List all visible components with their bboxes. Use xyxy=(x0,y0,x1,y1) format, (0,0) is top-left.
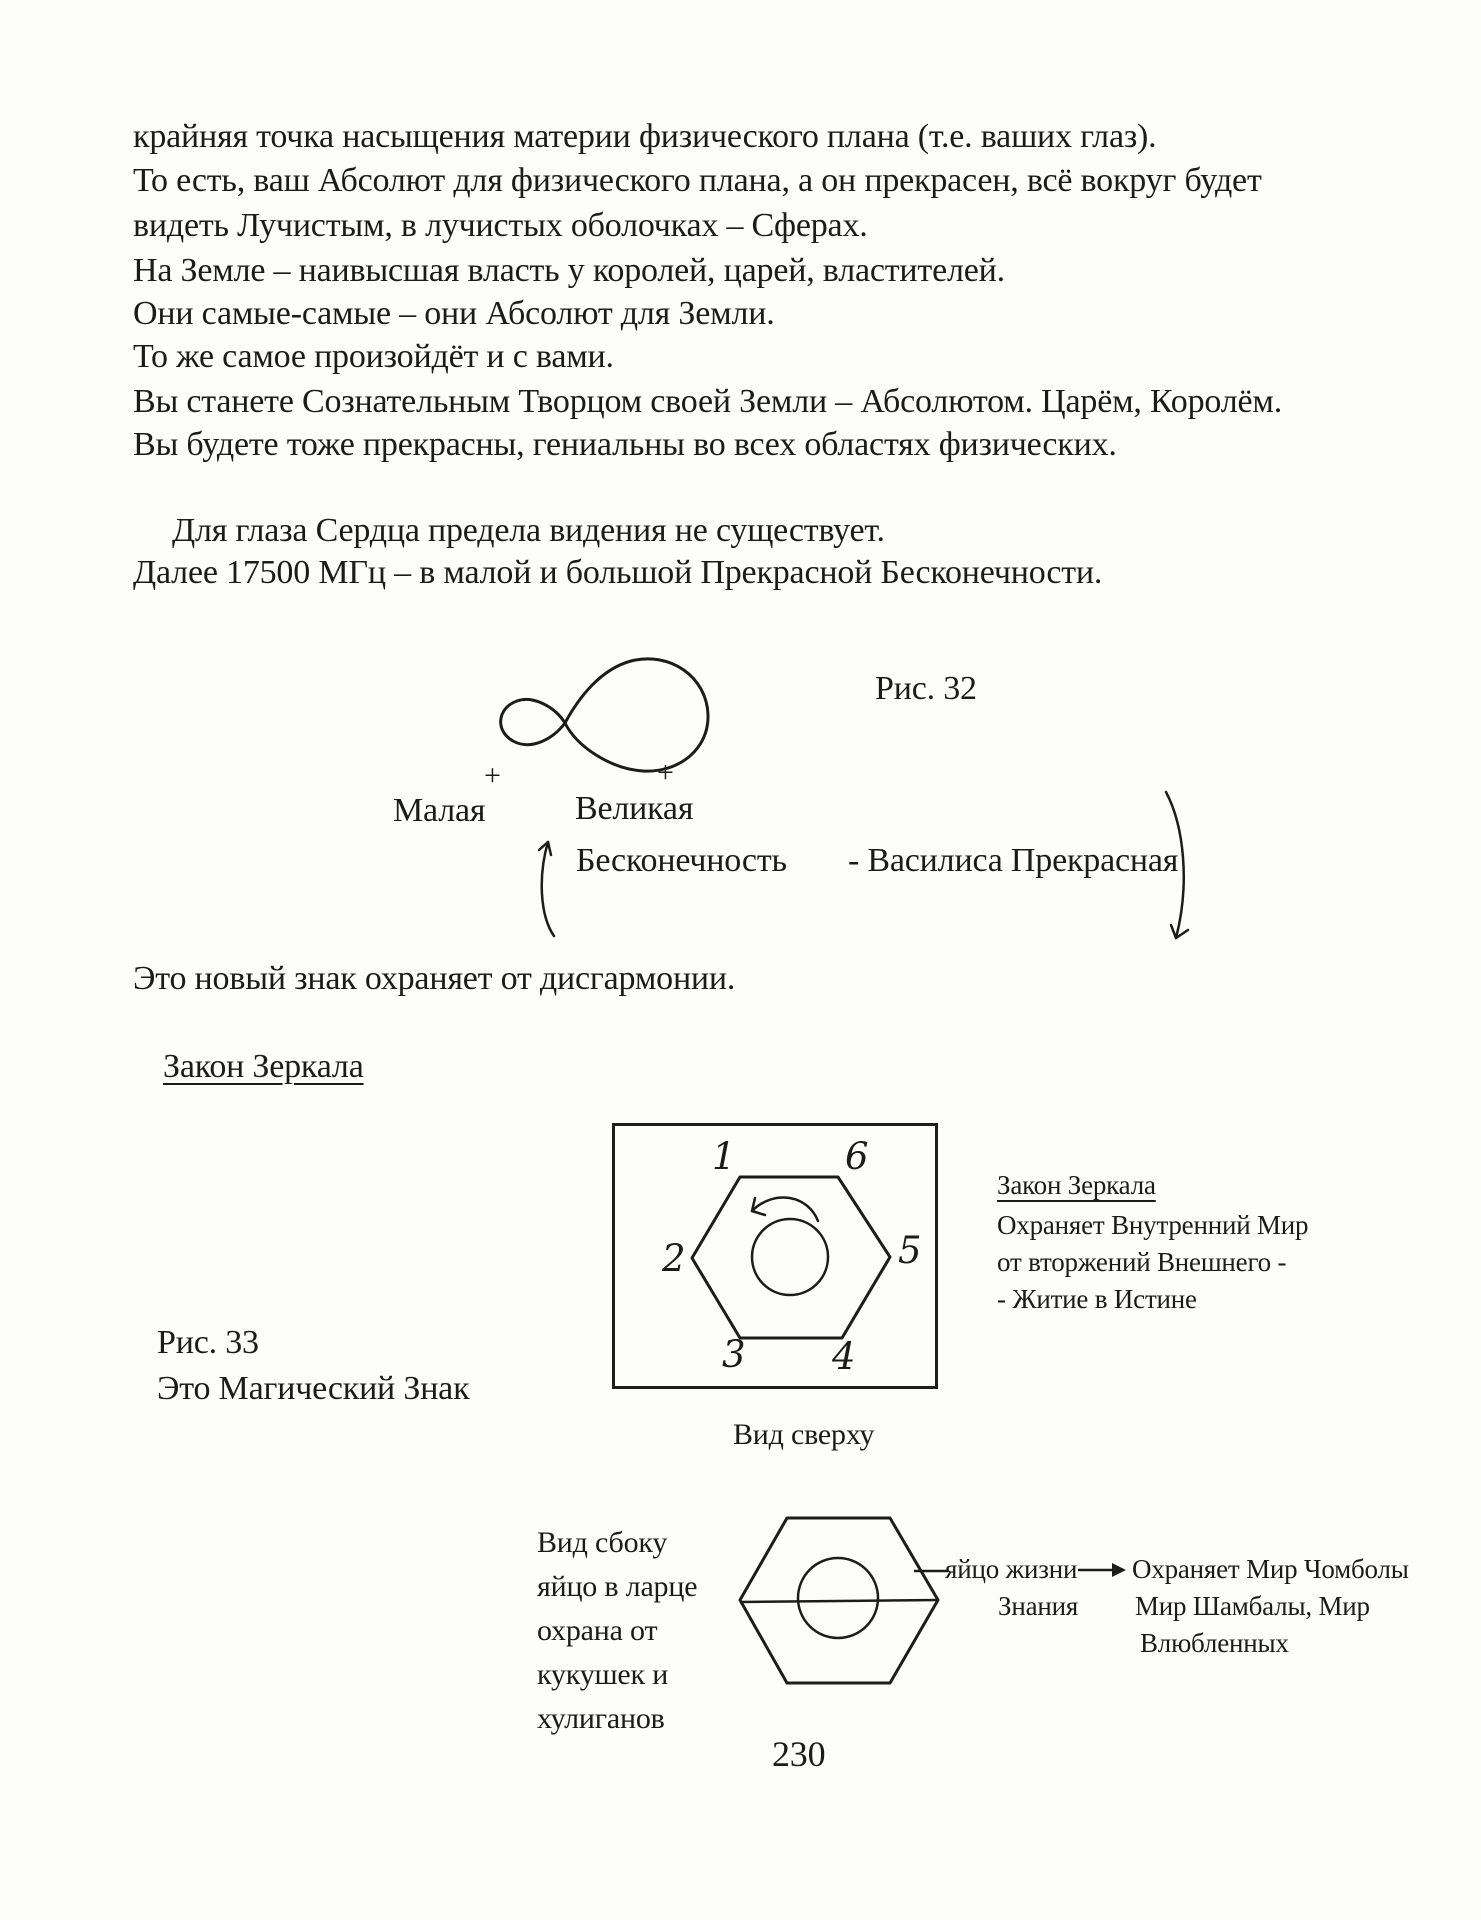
figure32-label-great: Великая xyxy=(575,790,694,827)
paragraph1-line: видеть Лучистым, в лучистых оболочках – Сферах. xyxy=(133,207,868,244)
paragraph1-line: На Земле – наивысшая власть у королей, царей, властителей. xyxy=(133,252,1005,289)
law-line: от вторжений Внешнего - xyxy=(997,1247,1287,1277)
paragraph1-line: Вы станете Сознательным Творцом своей Земли – Абсолютом. Царём, Королём. xyxy=(133,383,1283,420)
plus-mark-icon: + xyxy=(657,756,674,789)
side-view-left-line: яйцо в ларце xyxy=(537,1570,698,1603)
side-view-left-line: Вид сбоку xyxy=(537,1526,668,1559)
figure33-caption: Рис. 33 xyxy=(157,1324,259,1361)
note-sentence: Это новый знак охраняет от дисгармонии. xyxy=(133,960,736,997)
egg-of-life-label: яйцо жизни xyxy=(945,1554,1078,1584)
side-view-right-line: Мир Шамбалы, Мир xyxy=(1135,1591,1370,1621)
figure33-hexagon-top-view xyxy=(612,1123,932,1383)
side-view-left-line: хулиганов xyxy=(537,1702,665,1735)
right-arrow-icon xyxy=(1078,1560,1126,1580)
paragraph1-line: Вы будете тоже прекрасны, гениальны во всех областях физических. xyxy=(133,426,1117,463)
curved-arrow-down-icon xyxy=(1156,786,1196,956)
hexagon-vertex-number: 1 xyxy=(712,1135,736,1178)
page-number: 230 xyxy=(772,1734,826,1774)
figure32-caption: Рис. 32 xyxy=(875,670,977,707)
figure33-hexagon-side-view xyxy=(710,1505,965,1695)
paragraph1-line: Они самые-самые – они Абсолют для Земли. xyxy=(133,295,775,332)
top-view-label: Вид сверху xyxy=(733,1418,875,1451)
figure32-lemniscate-drawing xyxy=(465,633,725,791)
paragraph2-line: Для глаза Сердца предела видения не существует. xyxy=(172,512,885,549)
law-line: Охраняет Внутренний Мир xyxy=(997,1210,1309,1240)
hexagon-vertex-number: 3 xyxy=(722,1333,746,1376)
section-heading: Закон Зеркала xyxy=(163,1048,364,1085)
law-title: Закон Зеркала xyxy=(997,1170,1156,1200)
hexagon-vertex-number: 2 xyxy=(662,1237,686,1280)
hexagon-vertex-number: 6 xyxy=(845,1135,869,1178)
hexagon-vertex-number: 4 xyxy=(832,1335,856,1378)
side-view-right-line: Влюбленных xyxy=(1140,1628,1289,1658)
hexagon-vertex-number: 5 xyxy=(898,1229,922,1272)
figure32-label-infinity: Бесконечность xyxy=(576,842,787,879)
law-line: - Житие в Истине xyxy=(997,1284,1197,1314)
figure33-caption2: Это Магический Знак xyxy=(157,1370,470,1407)
paragraph2-line: Далее 17500 МГц – в малой и большой Прекрасной Бесконечности. xyxy=(133,554,1103,591)
figure32-label-vasilisa: - Василиса Прекрасная xyxy=(848,842,1179,879)
side-view-left-line: охрана от xyxy=(537,1614,658,1647)
plus-mark-icon: + xyxy=(484,759,501,792)
paragraph1-line: крайняя точка насыщения материи физического плана (т.е. ваших глаз). xyxy=(133,118,1157,155)
side-view-right-line: Охраняет Мир Чомболы xyxy=(1132,1554,1409,1584)
egg-of-life-sublabel: Знания xyxy=(998,1591,1079,1621)
curved-arrow-up-icon xyxy=(534,832,560,940)
paragraph1-line: То есть, ваш Абсолют для физического плана, а он прекрасен, всё вокруг будет xyxy=(133,162,1262,199)
side-view-left-line: кукушек и xyxy=(537,1658,669,1691)
figure32-label-small: Малая xyxy=(393,792,486,829)
paragraph1-line: То же самое произойдёт и с вами. xyxy=(133,338,614,375)
